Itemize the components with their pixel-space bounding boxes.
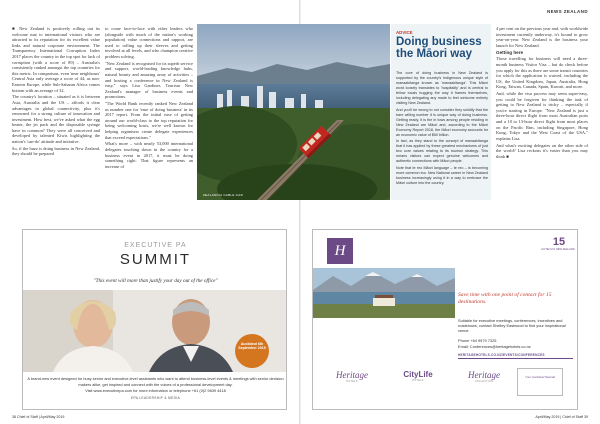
heritage-phone[interactable]: Phone +64 9979 7325 [458,338,497,343]
heritage-logo: H [327,238,353,264]
brand-tag: HOTELS [346,380,358,383]
cable-car-photo [197,24,390,200]
paragraph: And what's exciting delegates on the other side of the world? Lisa reckons it's easier than you may think ■ [496,142,588,159]
paragraph: The core of doing business in New Zealand is supported by the country's Indigenous unique style of manaakitanga known as 'manaakitanga'. This Māori word loosely translates to 'hospitality' and is central to fellow locals hugging the way it frames themselves, including delegating any made to feel welcome entirely visiting New Zealand. [396,71,488,105]
article-headline: Doing business the Māori way [396,36,482,60]
paragraph: And you'll be wrong to not consider they solidify that the bare willing number it is unique way of doing business. Getting ready, it is the in tows among people residing in New Zealand are Māori and, according to the Māori Economy Report 2018, the Māori economy accounts for an economic value of $50 billion. [396,107,488,137]
paragraph: In fact, as they stand to the concept of manaakitanga that it has applied by these greatest mechanisms of just two core values relating to its tourism strategy. This means visitors can expect genuine welcomes and authentic connections with Māori people. [396,139,488,163]
event-date-badge: Auckland 6th September 2019 [235,334,269,368]
heritage-web-link[interactable]: HERITAGEHOTELS.CO.NZ/EVENTS/CONFERENCES [458,353,573,359]
brand-logo-heritage-collection [453,370,515,400]
section-tag: NEWS ZEALAND [546,9,588,14]
paragraph: What's more – with nearly 53,000 international delegates touching down in the country for a business event in 2017, it must be doing something right. That figure represents an increase of [105,141,193,169]
subheading: Getting here [496,49,524,55]
article-column-2 [105,26,193,171]
heritage-body: Suitable for executive meetings, conferences, incentives and roadshows, contact Shelley Eastwood to find your inspirational venue. [458,318,566,334]
ad-body-text [23,376,287,394]
folio-left: 38 Chief of Staff | April/May 2019 [12,415,65,419]
heritage-email[interactable]: Email: Conferences@heritagehotels.co.nz [458,343,531,349]
badge-text: HOTELS IN NEW ZEALAND [541,248,575,251]
paragraph: And, while the visa process may seem super-easy, you could be forgiven for thinking the task of getting to New Zealand is tricky – especially if you're starting in Europe. "New Zealand is just a three-hour direct flight from most Australian ports and a 10 to 13-hour direct flight from most places on the Pacific Rim, including Singapore, Hong Kong, Tokyo and the West Coast of the USA," explains Lisa. [496,91,588,141]
paragraph: Those travelling for business will need a three-month business Visitor Visa – but do check before you apply for this as there are some transit countries for which the application is waived, including the US, the United Kingdom, Japan, Australia, Hong Kong, Taiwan, Canada, Spain, Kuwait, and more. [496,56,588,90]
article-column-1 [12,26,100,158]
ad-cta[interactable]: Visit www.executivepa.com for more information or telephone +61 (0)2 9839 4418 [85,388,226,393]
paragraph: ■ New Zealand is positively rolling out its welcome mat to international visitors who are attracted to its reputation for its excellent value links and natural corporate environment. The Transparency International Corruption Index 2017 places the country in the top spot for lack of corruption (with a score of 89) – Australia's consistently ranked amongst the top countries for this metric. In comparison, even 'near neighbours' Central Asia only average a score of 44, as non-Eastern Europe, while Sub-Saharan Africa comes bottom with an average of 32. [12,26,100,93]
kicker-label: ADVICE [396,30,413,35]
ad-footer: EPA LEADERSHIP & MEDIA [131,396,180,400]
paragraph: to come face-to-face with other leaders who (alongside with much of the nation's working population) value connections and rapport, are used to rolling up their sleeves and getting involved at all levels, and who champion creative problem solving. [105,26,193,59]
summit-advertisement[interactable] [22,229,287,410]
ad-title: SUMMIT [119,251,192,268]
paragraph: So, if the buzz is doing business in New Zealand, they should be prepared [12,145,100,157]
photo-credit: ZEALANDIA CABLE CAR [203,193,244,197]
brand-logo-heritage-hotels [321,370,383,400]
signature-badge: Your Auckland Special [517,368,563,396]
paragraph: "The World Bank recently ranked New Zealand as number one for 'ease of doing business' in its 2017 report. From the initial ease of getting around our world-class to the top reputation for being welcoming hosts, we're well known for helping organisers create delegate experiences that exceed expectations." [105,101,193,140]
paragraph: The country's location – situated as it is between Asia, Australia and the US – affords it clear advantages in global connectivity, plus it's renowned for a strong culture of innovation and investment. How best, we've asked what the egg beater, the jet pack and the disposable syringe have in common? They were all conceived and developed by talented Kiwis highlighting the nation's 'can-do' attitude and initiative. [12,94,100,145]
folio-right: April/May 2019 | Chief of Staff 39 [535,415,588,419]
paragraph: "New Zealand is recognised for its superb service and support, world-leading knowledge hubs, natural beauty and amazing array of activities – and hosting a conference in New Zealand is easy," says Lisa Gardiner, Tourism New Zealand's manager of business events and promotions. [105,60,193,100]
heritage-advertisement[interactable] [312,229,578,410]
brand-tag: HOTELS [412,379,424,382]
brand-name: Heritage [468,370,500,380]
brand-name: CityLife [403,370,433,379]
article-column-4 [496,26,588,161]
ad-description: A brand-new event designed for busy senior and executive-level assistants who want to attend business-level events & meetings with senior decision makers alike, get inspired and connect with the voices of a professional development day. [27,376,284,387]
heritage-headline: Save time with one point of contact for 15 destinations. [458,292,552,305]
brand-tag: COLLECTION [474,380,494,383]
ad-quote: "This event will more than justify your day out of the office" [93,278,218,284]
paragraph: Note that te reo Māori language – te reo – is becoming more common too. New National career in New Zealand business increasingly using it in a way to embrace the Māori culture into the country. [396,165,488,185]
badge-number: 15 [552,236,566,248]
heritage-contact [458,338,531,350]
lake-photo [313,268,455,318]
ad-brand: EXECUTIVE PA [124,242,187,249]
sidebar-body [396,71,488,187]
brand-name: Heritage [336,370,368,380]
paragraph: 4 per cent on the previous year and, with worldwide investment currently underway, it's bound to grow year-on-year. New Zealand is the business your launch for New Zealand. [496,26,588,48]
brand-logo-citylife [387,370,449,400]
